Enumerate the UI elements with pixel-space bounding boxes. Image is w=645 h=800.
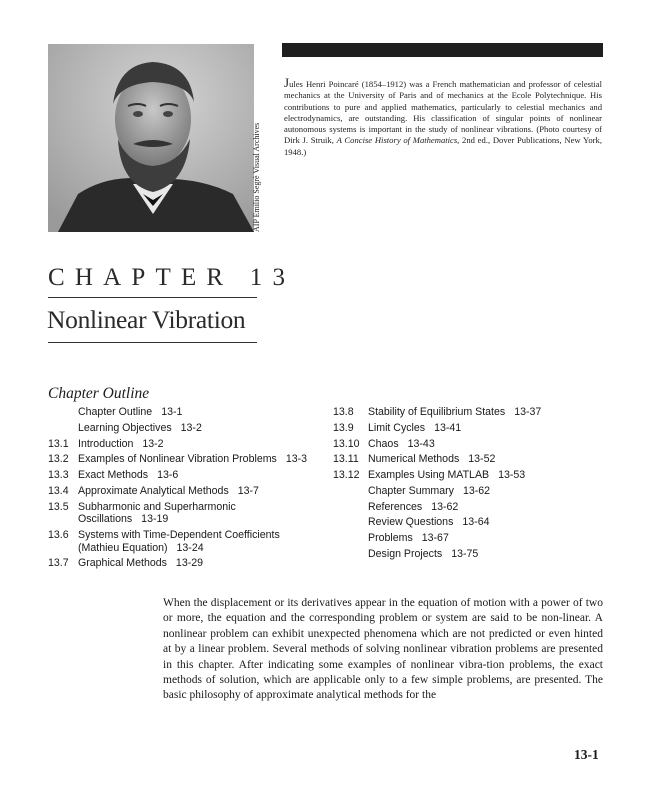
entry-number: 13.8 [333,406,354,418]
entry-page: 13-19 [141,513,169,526]
outline-entry[interactable] [333,469,613,482]
entry-number: 13.11 [333,453,359,466]
photo-caption [284,75,602,158]
entry-page: 13-3 [285,453,308,466]
entry-page: 13-41 [434,421,462,434]
header-bar [282,43,603,57]
entry-title: Review Questions [368,516,454,529]
entry-title: Learning Objectives [78,421,172,434]
entry-title: Chaos [368,437,399,450]
entry-number: 13.4 [48,484,69,497]
entry-title: Stability of Equilibrium States [368,406,506,418]
entry-title: Examples of Nonlinear Vibration Problems [78,453,277,466]
outline-entry[interactable] [48,485,328,498]
caption-initial: J [284,75,290,90]
entry-number: 13.12 [333,469,360,482]
entry-number [333,548,368,561]
entry-title: Introduction [78,437,134,450]
portrait-photo [48,44,254,232]
outline-heading: Chapter Outline [48,385,150,402]
entry-page: 13-52 [468,453,496,466]
entry-page: 13-2 [142,437,164,450]
outline-entry[interactable] [333,516,613,529]
entry-number: 13.3 [48,469,69,482]
photo-credit: AIP Emilio Segrè Visual Archives [252,122,261,232]
chapter-title: Nonlinear Vibration [47,305,246,334]
outline-entry[interactable] [333,438,613,451]
entry-number [333,516,368,529]
entry-title: References [368,500,423,513]
entry-page: 13-64 [462,516,490,529]
outline-entry[interactable] [48,438,328,451]
outline-entry[interactable] [333,453,613,466]
entry-title: Subharmonic and Superharmonic Oscillations [78,500,236,526]
entry-number [333,485,368,498]
chapter-rule-top [48,297,257,298]
entry-number: 13.9 [333,421,354,434]
entry-title: Examples Using MATLAB [368,469,490,482]
outline-entry[interactable] [333,548,613,561]
entry-page: 13-53 [498,469,526,482]
outline-entry[interactable] [333,485,613,498]
outline-entry[interactable] [48,453,328,466]
entry-page: 13-67 [421,532,449,545]
outline-entry[interactable] [333,406,613,419]
entry-title: Systems with Time-Dependent Coefficients (Mathieu Equation) [78,529,280,554]
entry-page: 13-1 [161,406,183,418]
outline-entry[interactable] [333,501,613,514]
entry-page: 13-43 [407,437,435,450]
outline-entry[interactable] [48,422,328,435]
entry-title: Limit Cycles [368,421,426,434]
entry-number [333,532,368,545]
entry-page: 13-6 [157,469,179,482]
entry-title: Numerical Methods [368,453,460,466]
entry-page: 13-62 [462,484,491,497]
caption-tail: 2nd ed., Dover Publications, New York, 1948.) [284,135,602,157]
intro-paragraph: When the displacement or its derivatives appear in the equation of motion with a power of two or more, the equation and the corresponding problem or system are said to be non-linear. A nonlinear problem can exhibit unexpected phenomena which are not predicted or even hinted at by a linear problem. Several methods of solving nonlinear vibration problems are presented in this chapter. After indicating some examples of nonlinear vibra-tion problems, the exact methods of solution, which are applicable only to a few simple problems, are presented. The basic philosophy of approximate analytical methods for the [163,597,603,702]
outline-entry[interactable] [48,406,328,419]
entry-number: 13.5 [48,500,69,513]
outline-left-column [48,406,328,573]
entry-page: 13-7 [237,484,259,497]
caption-text: ules Henri Poincaré (1854–1912) was a French mathematician and professor of celestial mechanics at the University of Paris and of mechanics at the Ecole Polytechnique. His contributions to pure and applied mathematics, particularly to celestial mechanics and electrodynamics, are outstanding. His classification of singular points of nonlinear autonomous systems is important in the study of nonlinear vibrations. (Photo courtesy of Dirk J. Struik, [284,79,602,146]
entry-title: Chapter Outline [78,406,153,418]
portrait-illustration [48,44,254,232]
caption-book-title: A Concise History of Mathematics, [336,135,460,146]
page-number: 13-1 [574,747,599,762]
entry-page: 13-2 [180,421,202,434]
entry-number [333,501,368,514]
outline-entry[interactable] [48,557,328,570]
chapter-label: CHAPTER 13 [48,264,296,291]
entry-number: 13.10 [333,437,360,450]
entry-title: Graphical Methods [78,557,167,570]
entry-page: 13-37 [514,406,542,418]
entry-title: Problems [368,532,413,545]
outline-entry[interactable] [48,469,328,482]
entry-title: Exact Methods [78,469,149,482]
entry-number: 13.2 [48,453,69,466]
entry-number [48,422,78,435]
entry-title: Approximate Analytical Methods [78,484,229,497]
entry-number: 13.6 [48,529,69,542]
outline-entry[interactable] [333,422,613,435]
outline-right-column [333,406,613,564]
entry-page: 13-75 [451,548,479,561]
outline-entry[interactable] [48,529,298,554]
chapter-rule-bottom [48,342,257,343]
entry-number: 13.7 [48,557,69,570]
entry-title: Design Projects [368,548,443,561]
entry-page: 13-24 [176,541,204,554]
outline-entry[interactable] [48,501,248,526]
entry-number: 13.1 [48,437,69,450]
entry-page: 13-29 [175,557,204,570]
entry-number [48,406,78,419]
outline-entry[interactable] [333,532,613,545]
entry-page: 13-62 [431,500,459,513]
entry-title: Chapter Summary [368,484,454,497]
